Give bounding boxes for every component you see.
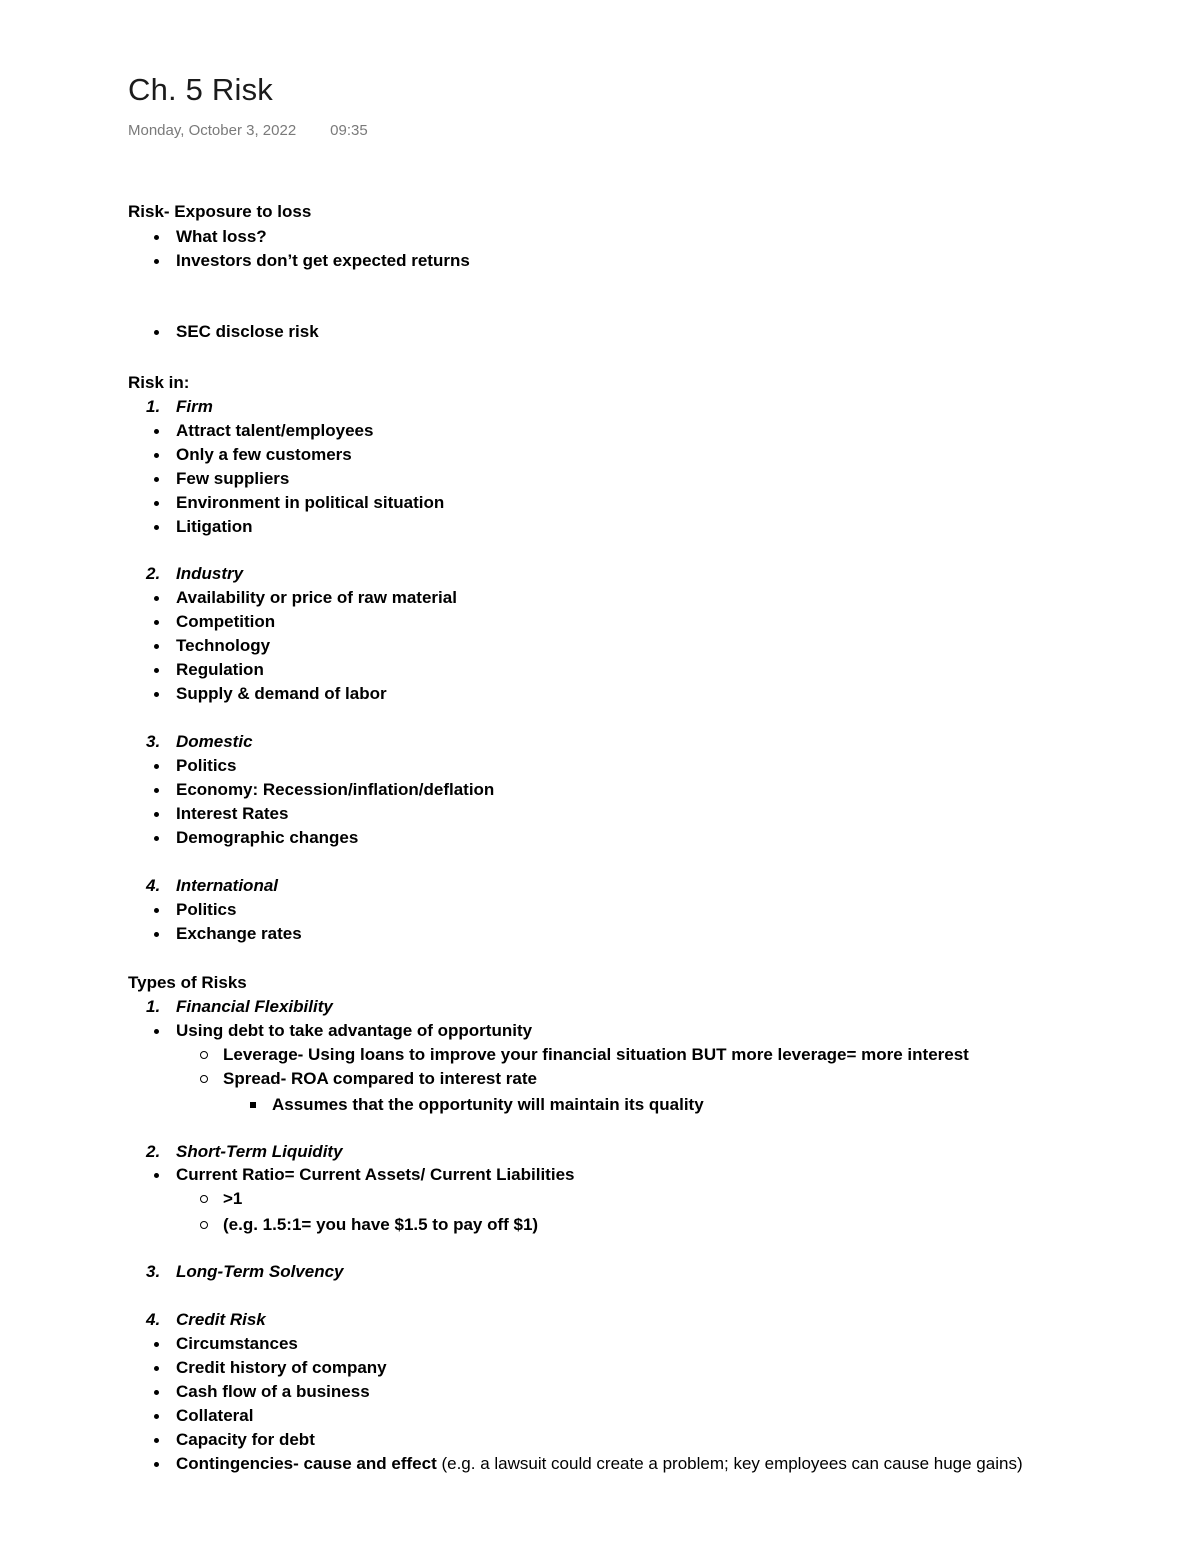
bullet-icon bbox=[154, 525, 159, 530]
contingencies-example: (e.g. a lawsuit could create a problem; key employees can cause huge gains) bbox=[436, 1454, 1023, 1473]
bullet-icon bbox=[154, 1366, 159, 1371]
bullet-icon bbox=[154, 1029, 159, 1034]
bullet-icon bbox=[154, 692, 159, 697]
bullet-icon bbox=[154, 1462, 159, 1467]
bullet-icon bbox=[154, 429, 159, 434]
bullet-icon bbox=[154, 330, 159, 335]
bullet-icon bbox=[154, 812, 159, 817]
bullet-icon bbox=[154, 1342, 159, 1347]
page-date: Monday, October 3, 2022 bbox=[128, 122, 297, 139]
bullet-icon bbox=[154, 668, 159, 673]
bullet-icon bbox=[154, 764, 159, 769]
bullet-icon bbox=[154, 620, 159, 625]
bullet-icon bbox=[154, 235, 159, 240]
bullet-icon bbox=[154, 1414, 159, 1419]
page-title: Ch. 5 Risk bbox=[128, 72, 273, 107]
bullet-icon bbox=[154, 908, 159, 913]
page-time: 09:35 bbox=[330, 122, 368, 139]
circle-bullet-icon bbox=[200, 1195, 208, 1203]
bullet-icon bbox=[154, 259, 159, 264]
bullet-icon bbox=[154, 836, 159, 841]
bullet-icon bbox=[154, 453, 159, 458]
bullet-icon bbox=[154, 788, 159, 793]
bullet-icon bbox=[154, 477, 159, 482]
circle-bullet-icon bbox=[200, 1221, 208, 1229]
contingencies-label: Contingencies- cause and effect bbox=[176, 1454, 437, 1473]
bullet-icon bbox=[154, 596, 159, 601]
page-meta bbox=[128, 122, 368, 139]
square-bullet-icon bbox=[250, 1102, 256, 1108]
bullet-icon bbox=[154, 932, 159, 937]
circle-bullet-icon bbox=[200, 1075, 208, 1083]
bullet-icon bbox=[154, 644, 159, 649]
bullet-icon bbox=[154, 501, 159, 506]
circle-bullet-icon bbox=[200, 1051, 208, 1059]
bullet-icon bbox=[154, 1173, 159, 1178]
bullet-icon bbox=[154, 1438, 159, 1443]
bullet-icon bbox=[154, 1390, 159, 1395]
